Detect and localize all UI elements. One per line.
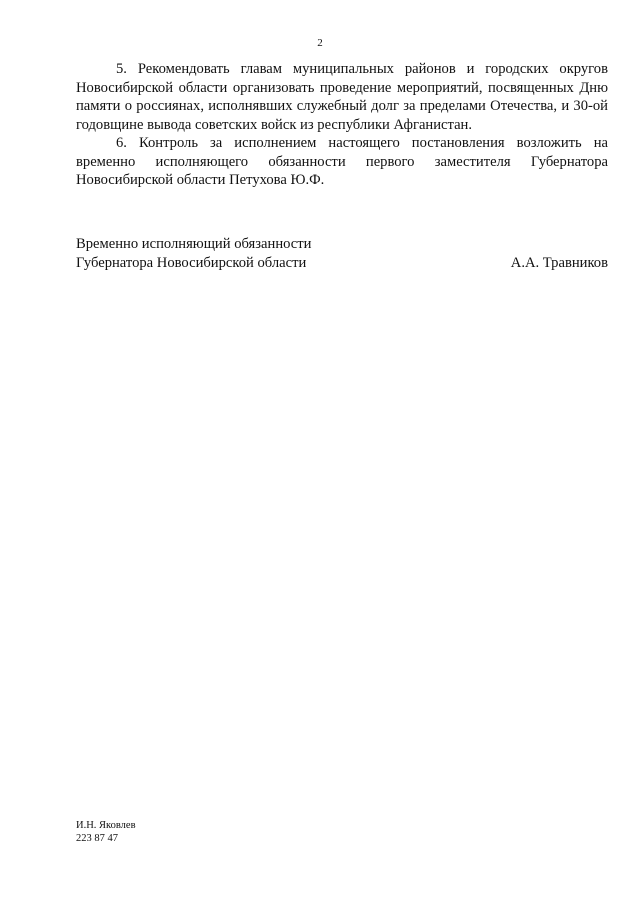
signature-block [76,235,608,272]
paragraph-item-6: 6. Контроль за исполнением настоящего постановления возложить на временно исполняющего обязанности первого заместителя Губернатора Новосибирской области Петухова Ю.Ф. [76,135,608,188]
executor-block [76,819,136,845]
document-body [76,60,608,190]
signatory-position-line-2: Губернатора Новосибирской области [76,254,307,271]
signatory-position-line-1: Временно исполняющий обязанности [76,236,312,252]
executor-phone: 223 87 47 [76,833,118,844]
signature-row [76,254,608,273]
signatory-name: А.А. Травников [510,254,608,271]
paragraph-item-5: 5. Рекомендовать главам муниципальных районов и городских округов Новосибирской области организовать проведение мероприятий, посвященных Дню памяти о россиянах, исполнявших служебный долг за пределами Отечества, и 30-ой годовщине вывода советских войск из республики Афганистан. [76,61,608,133]
page-number: 2 [317,37,323,49]
executor-name: И.Н. Яковлев [76,820,136,831]
